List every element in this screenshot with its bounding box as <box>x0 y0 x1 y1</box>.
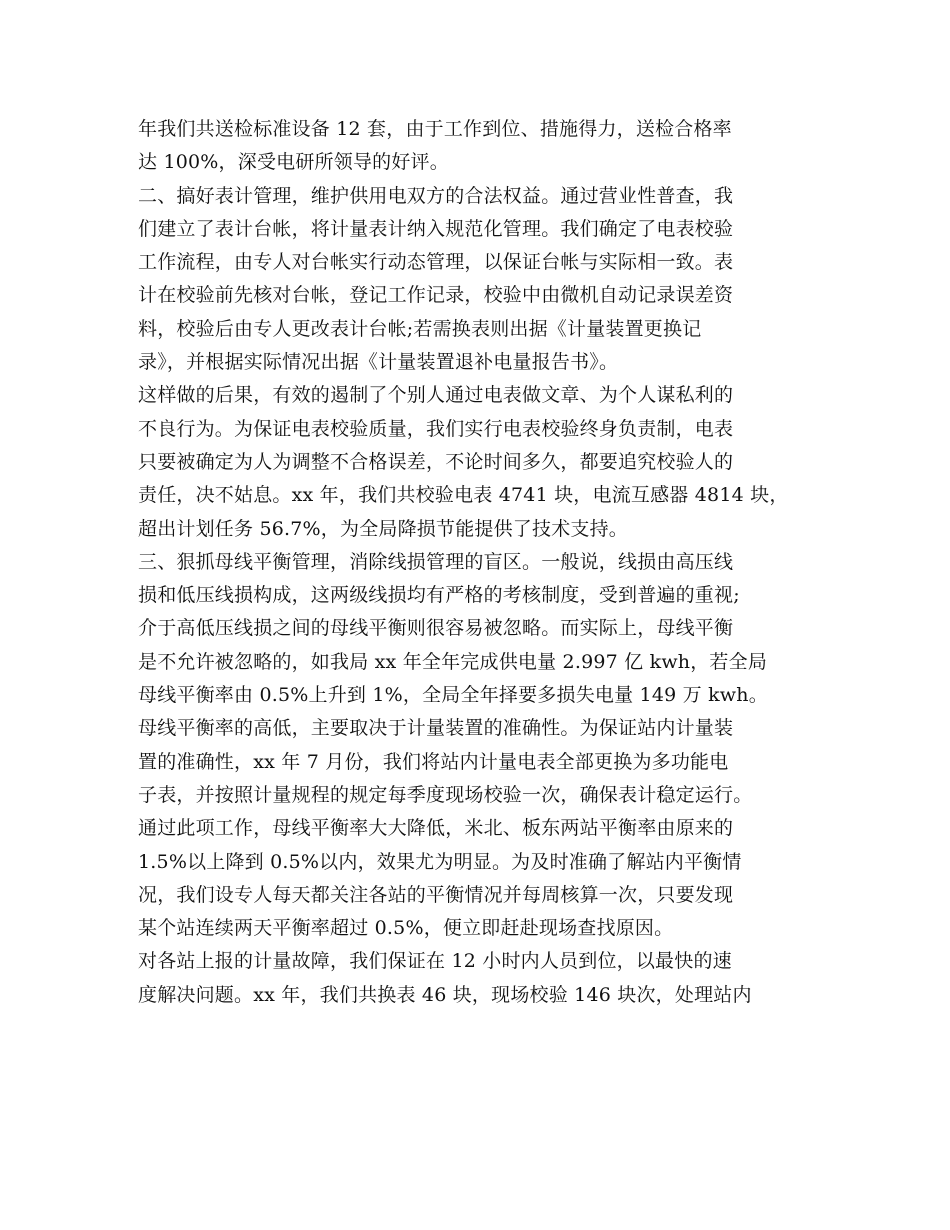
text-line: 责任，决不姑息。xx 年，我们共校验电表 4741 块，电流互感器 4814 块， <box>138 484 789 507</box>
text-line: 某个站连续两天平衡率超过 0.5%，便立即赶赴现场查找原因。 <box>138 917 674 940</box>
text-line: 对各站上报的计量故障，我们保证在 12 小时内人员到位，以最快的速 <box>138 950 732 973</box>
text-line: 二、搞好表计管理，维护供用电双方的合法权益。通过营业性普查，我 <box>138 184 734 207</box>
text-line: 录》，并根据实际情况出据《计量装置退补电量报告书》。 <box>138 351 619 374</box>
text-line: 是不允许被忽略的，如我局 xx 年全年完成供电量 2.997 亿 kwh，若全局 <box>138 650 768 673</box>
text-line: 况，我们设专人每天都关注各站的平衡情况并每周核算一次，只要发现 <box>138 883 734 906</box>
document-body <box>138 113 828 1012</box>
text-line: 通过此项工作，母线平衡率大大降低，米北、板东两站平衡率由原来的 <box>138 817 734 840</box>
text-line: 达 100%，深受电研所领导的好评。 <box>138 151 449 174</box>
text-line: 1.5%以上降到 0.5%以内，效果尤为明显。为及时准确了解站内平衡情 <box>138 850 742 873</box>
text-line: 母线平衡率由 0.5%上升到 1%，全局全年择要多损失电量 149 万 kwh。 <box>138 684 768 707</box>
text-line: 年我们共送检标准设备 12 套，由于工作到位、措施得力，送检合格率 <box>138 118 732 140</box>
text-line: 度解决问题。xx 年，我们共换表 46 块，现场校验 146 块次，处理站内 <box>138 983 752 1006</box>
text-line: 置的准确性，xx 年 7 月份，我们将站内计量电表全部更换为多功能电 <box>138 750 729 773</box>
text-line: 料，校验后由专人更改表计台帐;若需换表则出据《计量装置更换记 <box>138 317 702 340</box>
text-line: 工作流程，由专人对台帐实行动态管理，以保证台帐与实际相一致。表 <box>138 251 734 274</box>
text-line: 只要被确定为人为调整不合格误差，不论时间多久，都要追究校验人的 <box>138 450 734 473</box>
text-line: 这样做的后果，有效的遏制了个别人通过电表做文章、为个人谋私利的 <box>138 384 734 407</box>
text-line: 介于高低压线损之间的母线平衡则很容易被忽略。而实际上，母线平衡 <box>138 617 734 640</box>
text-line: 们建立了表计台帐，将计量表计纳入规范化管理。我们确定了电表校验 <box>138 217 734 240</box>
text-line: 子表，并按照计量规程的规定每季度现场校验一次，确保表计稳定运行。 <box>138 783 753 806</box>
text-line: 母线平衡率的高低，主要取决于计量装置的准确性。为保证站内计量装 <box>138 717 734 740</box>
text-line: 损和低压线损构成，这两级线损均有严格的考核制度，受到普遍的重视; <box>138 584 740 607</box>
text-line: 计在校验前先核对台帐，登记工作记录，校验中由微机自动记录误差资 <box>138 284 734 307</box>
text-line: 三、狠抓母线平衡管理，消除线损管理的盲区。一般说，线损由高压线 <box>138 550 734 573</box>
text-line: 超出计划任务 56.7%，为全局降损节能提供了技术支持。 <box>138 517 628 540</box>
text-line: 不良行为。为保证电表校验质量，我们实行电表校验终身负责制，电表 <box>138 417 734 440</box>
